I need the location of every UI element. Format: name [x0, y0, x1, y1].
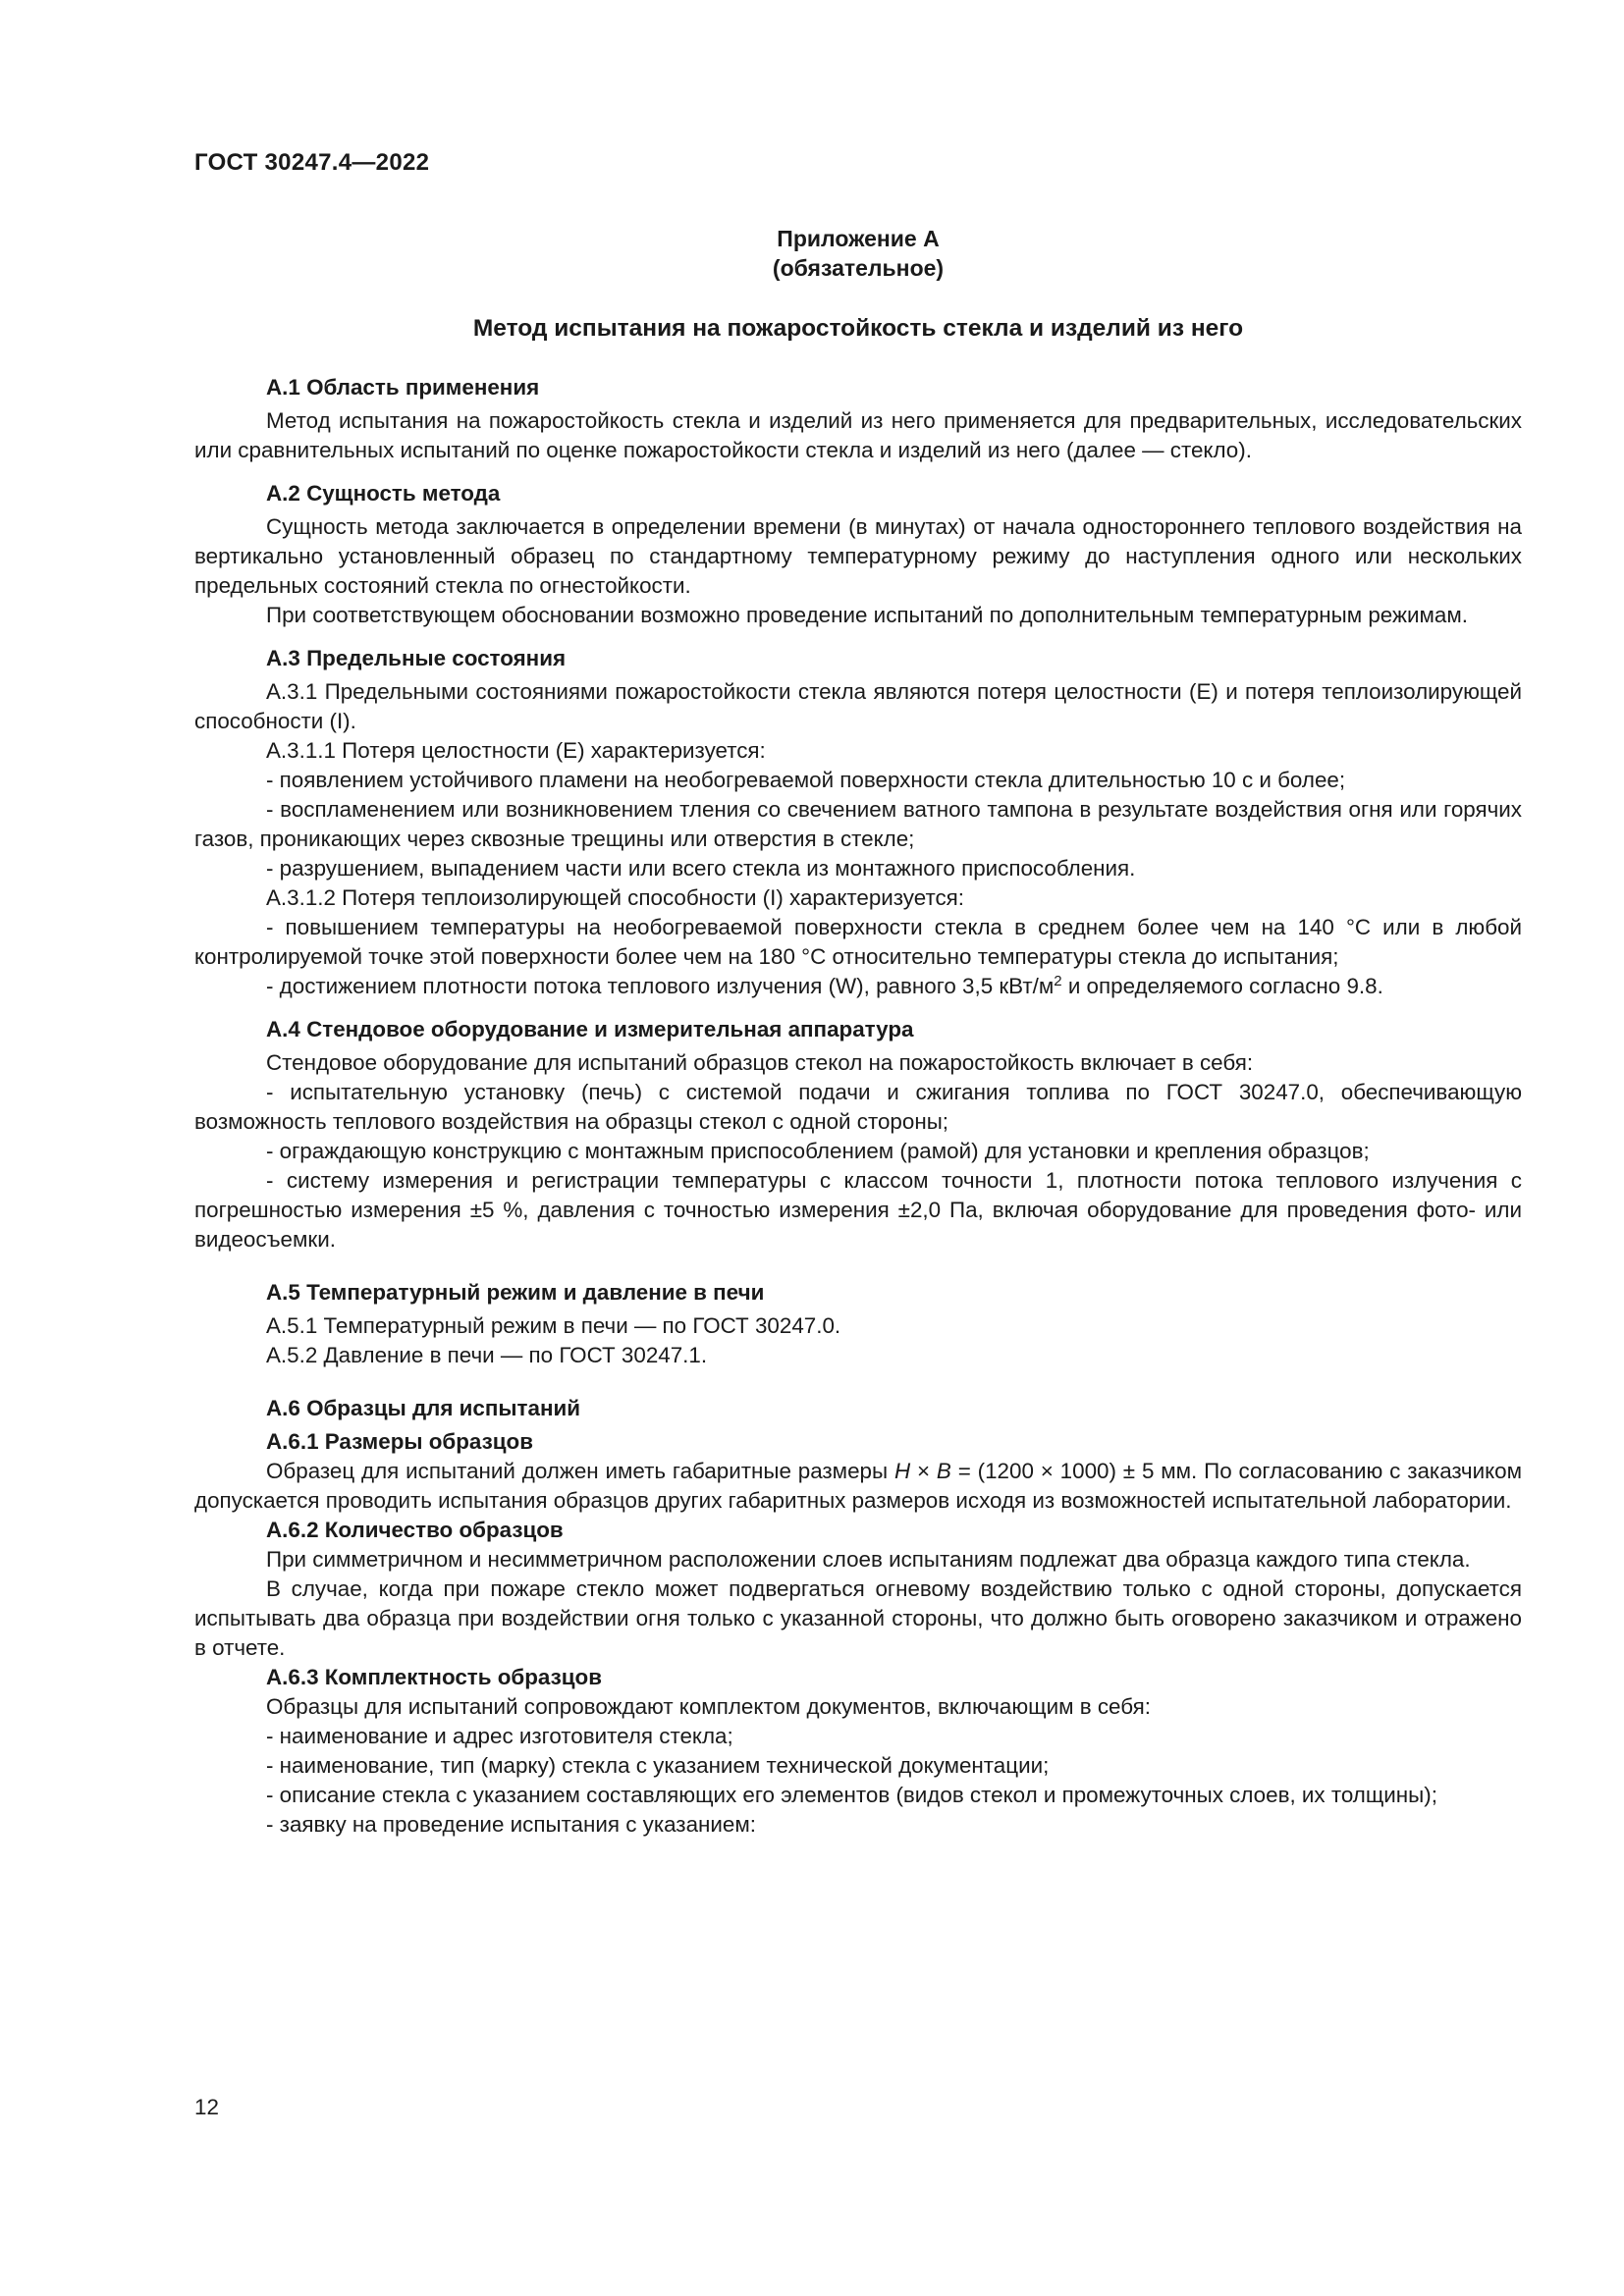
- paragraph-text: Образец для испытаний должен иметь габаритные размеры: [266, 1459, 894, 1483]
- height-symbol: Н: [893, 1459, 911, 1483]
- section-a5-paragraph-1: А.5.1 Температурный режим в печи — по ГОСТ 30247.0.: [266, 1313, 841, 1338]
- list-item: - повышением температуры на необогреваемой поверхности стекла в среднем более чем на 140 °С или в любой контролируемой точке этой поверхности более чем на 180 °С относительно температуры стекла до испытания;: [194, 915, 1522, 969]
- section-a4-heading: А.4 Стендовое оборудование и измерительная аппаратура: [266, 1017, 914, 1041]
- list-item: [194, 972, 1522, 1001]
- list-item: - ограждающую конструкцию с монтажным приспособлением (рамой) для установки и крепления образцов;: [266, 1139, 1370, 1163]
- document-header: ГОСТ 30247.4—2022: [194, 149, 430, 176]
- section-a3-heading: А.3 Предельные состояния: [266, 646, 567, 670]
- page-content: [194, 224, 1522, 1840]
- subsection-a62-paragraph-1: При симметричном и несимметричном расположении слоев испытаниям подлежат два образца каждого типа стекла.: [266, 1547, 1471, 1572]
- times-sign: ×: [910, 1459, 937, 1483]
- section-a3-paragraph-3: А.3.1.2 Потеря теплоизолирующей способности (I) характеризуется:: [266, 885, 964, 910]
- section-a2-paragraph-1: Сущность метода заключается в определении времени (в минутах) от начала одностороннего теплового воздействия на вертикально установленный образец по стандартному температурному режиму до наступления одного или нескольких предельных состояний стекла по огнестойкости.: [194, 514, 1522, 598]
- subsection-a62-paragraph-2: В случае, когда при пожаре стекло может подвергаться огневому воздействию только с одной стороны, допускается испытывать два образца при воздействии огня только с указанной стороны, что должно быть оговорено заказчиком и отражено в отчете.: [194, 1576, 1522, 1660]
- subsection-a63-heading: А.6.3 Комплектность образцов: [266, 1665, 602, 1689]
- list-item: - описание стекла с указанием составляющих его элементов (видов стекол и промежуточных слоев, их толщины);: [266, 1783, 1437, 1807]
- width-symbol: В: [936, 1459, 951, 1483]
- superscript: 2: [1054, 972, 1062, 989]
- section-a4-paragraph: Стендовое оборудование для испытаний образцов стекол на пожаростойкость включает в себя:: [266, 1050, 1254, 1075]
- list-item: - систему измерения и регистрации температуры с классом точности 1, плотности потока теплового излучения с погрешностью измерения ±5 %, давления с точностью измерения ±2,0 Па, включая оборудование для проведения фото- или видеосъемки.: [194, 1168, 1522, 1252]
- page-number: 12: [194, 2095, 219, 2119]
- paragraph-text: = (1200 × 1000) ± 5 мм. По согласованию с заказчиком допускается проводить испытания образцов других габаритных размеров исходя из возможностей испытательной лаборатории.: [194, 1459, 1522, 1513]
- section-a6-heading: А.6 Образцы для испытаний: [266, 1396, 581, 1420]
- list-item: - заявку на проведение испытания с указанием:: [266, 1812, 756, 1837]
- section-a3-paragraph-1: А.3.1 Предельными состояниями пожаростойкости стекла являются потеря целостности (Е) и потеря теплоизолирующей способности (I).: [194, 679, 1522, 733]
- list-item: - наименование, тип (марку) стекла с указанием технической документации;: [266, 1753, 1050, 1778]
- section-a1-heading: А.1 Область применения: [266, 375, 540, 400]
- list-item: - воспламенением или возникновением тления со свечением ватного тампона в результате воздействия огня или горячих газов, проникающих через сквозные трещины или отверстия в стекле;: [194, 797, 1522, 851]
- list-item: - разрушением, выпадением части или всего стекла из монтажного приспособления.: [266, 856, 1136, 881]
- section-a5-heading: А.5 Температурный режим и давление в печи: [266, 1280, 765, 1305]
- subsection-a61-heading: А.6.1 Размеры образцов: [266, 1429, 533, 1454]
- subsection-a62-heading: А.6.2 Количество образцов: [266, 1518, 564, 1542]
- section-a5-paragraph-2: А.5.2 Давление в печи — по ГОСТ 30247.1.: [266, 1343, 708, 1367]
- list-item: - появлением устойчивого пламени на необогреваемой поверхности стекла длительностью 10 с и более;: [266, 768, 1346, 792]
- section-a2-heading: А.2 Сущность метода: [266, 481, 501, 506]
- list-item: - испытательную установку (печь) с системой подачи и сжигания топлива по ГОСТ 30247.0, обеспечивающую возможность теплового воздействия на образцы стекол с одной стороны;: [194, 1080, 1522, 1134]
- list-item-text: и определяемого согласно 9.8.: [1061, 974, 1383, 998]
- section-a2-paragraph-2: При соответствующем обосновании возможно проведение испытаний по дополнительным температурным режимам.: [266, 603, 1468, 627]
- list-item-text: - достижением плотности потока теплового излучения (W), равного 3,5 кВт/м: [266, 974, 1055, 998]
- section-a3-paragraph-2: А.3.1.1 Потеря целостности (Е) характеризуется:: [266, 738, 766, 763]
- subsection-a61-paragraph: [194, 1457, 1522, 1516]
- subsection-a63-paragraph: Образцы для испытаний сопровождают комплектом документов, включающим в себя:: [266, 1694, 1151, 1719]
- annex-title: Приложение А: [777, 226, 940, 251]
- annex-heading: Метод испытания на пожаростойкость стекла и изделий из него: [472, 315, 1244, 342]
- section-a1-paragraph: Метод испытания на пожаростойкость стекла и изделий из него применяется для предварительных, исследовательских или сравнительных испытаний по оценке пожаростойкости стекла и изделий из него (далее — стекло).: [194, 408, 1522, 462]
- annex-status: (обязательное): [772, 255, 945, 281]
- list-item: - наименование и адрес изготовителя стекла;: [266, 1724, 733, 1748]
